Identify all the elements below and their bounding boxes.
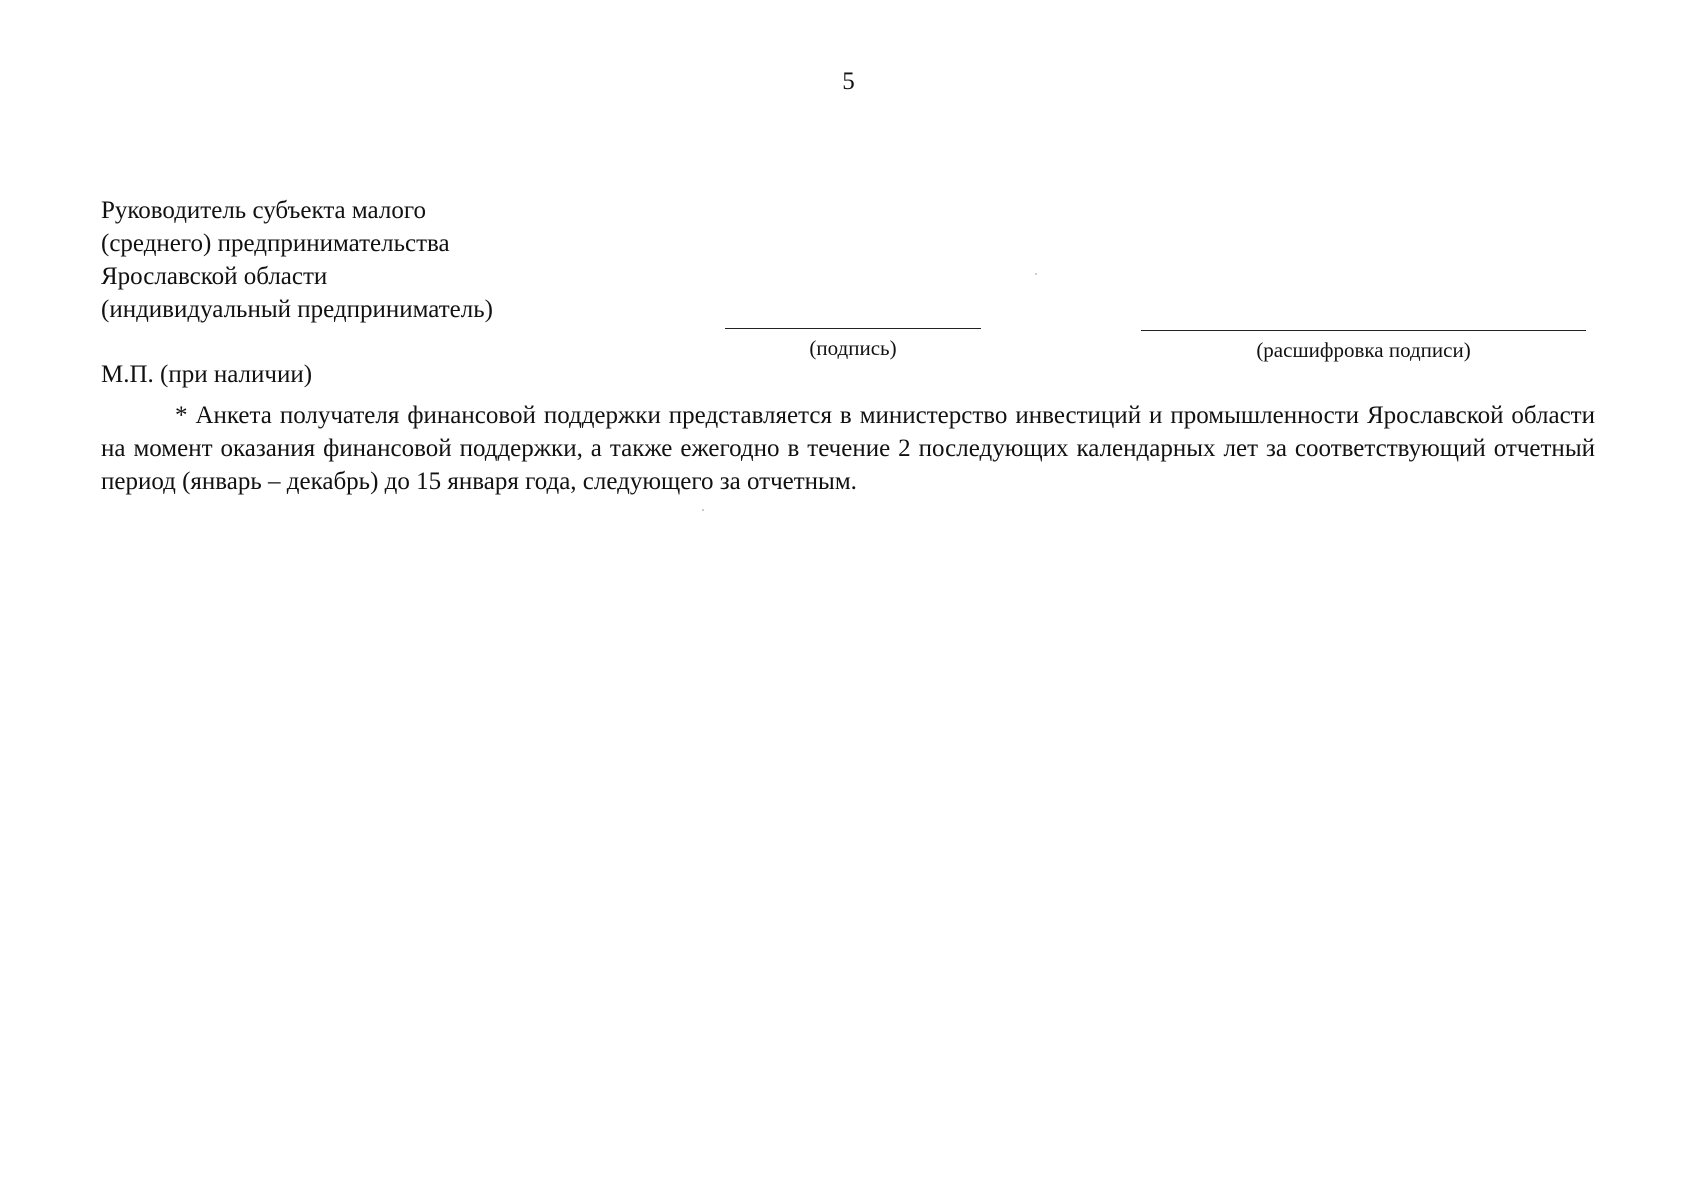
scan-speck xyxy=(1035,273,1037,275)
signature-decode-caption: (расшифровка подписи) xyxy=(1256,338,1471,362)
signature-decode-line xyxy=(1141,330,1586,331)
head-line-3: Ярославской области xyxy=(101,263,328,290)
scan-speck xyxy=(702,509,704,511)
footnote-paragraph: * Анкета получателя финансовой поддержки представляется в министерство инвестиций и промышленности Ярославской области на момент оказания финансовой поддержки, а также ежегодно в течение 2 последующих календарных лет за соответствующий отчетный период (январь – декабрь) до 15 января года, следующего за отчетным. xyxy=(101,402,1595,495)
head-line-1: Руководитель субъекта малого xyxy=(101,197,426,224)
signature-line xyxy=(725,328,981,329)
page-number: 5 xyxy=(842,68,855,95)
head-title-block xyxy=(101,194,493,326)
seal-note: М.П. (при наличии) xyxy=(101,361,313,388)
head-line-4: (индивидуальный предприниматель) xyxy=(101,296,493,323)
head-line-2: (среднего) предпринимательства xyxy=(101,230,450,257)
signature-caption: (подпись) xyxy=(809,336,897,360)
